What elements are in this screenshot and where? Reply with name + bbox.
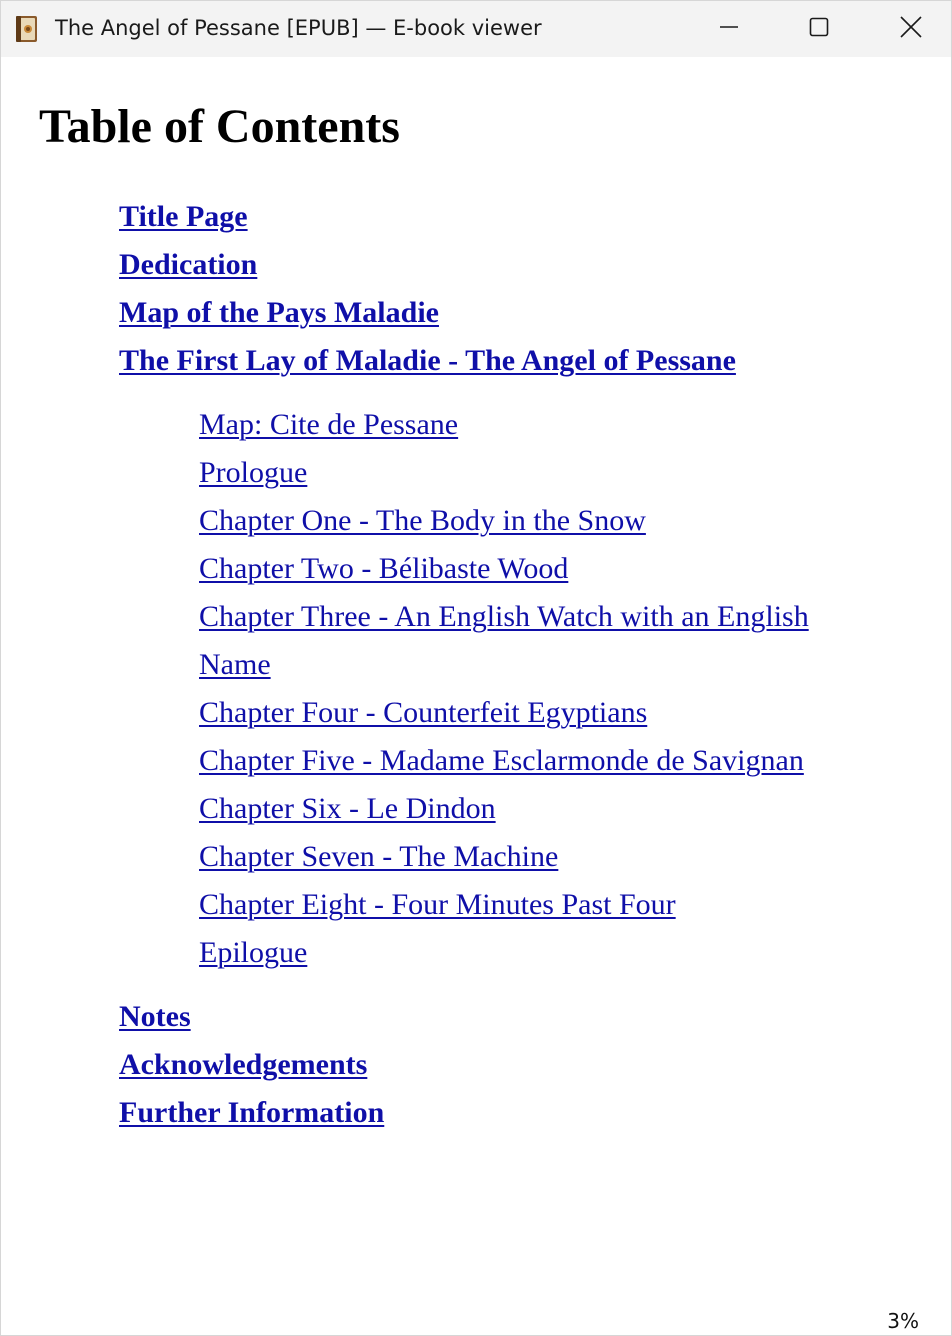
toc-link-chapter-eight[interactable]: Chapter Eight - Four Minutes Past Four: [199, 888, 676, 921]
toc-link-chapter-six[interactable]: Chapter Six - Le Dindon: [199, 792, 496, 825]
toc-link-further-information[interactable]: Further Information: [119, 1096, 385, 1129]
toc-link-first-lay[interactable]: The First Lay of Maladie - The Angel of Pessane: [119, 344, 736, 377]
toc-link-chapter-three-cont[interactable]: Name: [199, 648, 271, 681]
reading-progress: 3%: [887, 1309, 919, 1333]
toc-link-chapter-two[interactable]: Chapter Two - Bélibaste Wood: [199, 552, 569, 585]
window-title: The Angel of Pessane [EPUB] — E-book viewer: [55, 16, 542, 40]
toc-link-chapter-five[interactable]: Chapter Five - Madame Esclarmonde de Savignan: [199, 744, 804, 777]
toc-link-chapter-three[interactable]: Chapter Three - An English Watch with an English: [199, 600, 809, 633]
title-bar[interactable]: [1, 1, 951, 57]
toc-link-chapter-seven[interactable]: Chapter Seven - The Machine: [199, 840, 559, 873]
minimize-icon: [719, 17, 739, 42]
book-page[interactable]: [1, 57, 951, 1335]
toc-link-dedication[interactable]: Dedication: [119, 248, 258, 281]
toc-link-map-cite-pessane[interactable]: Map: Cite de Pessane: [199, 408, 459, 441]
toc-link-map-pays-maladie[interactable]: Map of the Pays Maladie: [119, 296, 439, 329]
close-button[interactable]: [865, 1, 952, 57]
toc-link-epilogue[interactable]: Epilogue: [199, 936, 308, 969]
ebook-viewer-icon: [13, 14, 41, 44]
toc-link-title-page[interactable]: Title Page: [119, 200, 248, 233]
maximize-button[interactable]: [773, 1, 865, 57]
toc-link-chapter-four[interactable]: Chapter Four - Counterfeit Egyptians: [199, 696, 648, 729]
toc-link-chapter-one[interactable]: Chapter One - The Body in the Snow: [199, 504, 646, 537]
minimize-button[interactable]: [683, 1, 775, 57]
toc-link-notes[interactable]: Notes: [119, 1000, 191, 1033]
close-icon: [900, 16, 922, 43]
toc-heading: Table of Contents: [39, 100, 400, 153]
maximize-icon: [809, 17, 829, 42]
toc-link-acknowledgements[interactable]: Acknowledgements: [119, 1048, 368, 1081]
toc-link-prologue[interactable]: Prologue: [199, 456, 308, 489]
